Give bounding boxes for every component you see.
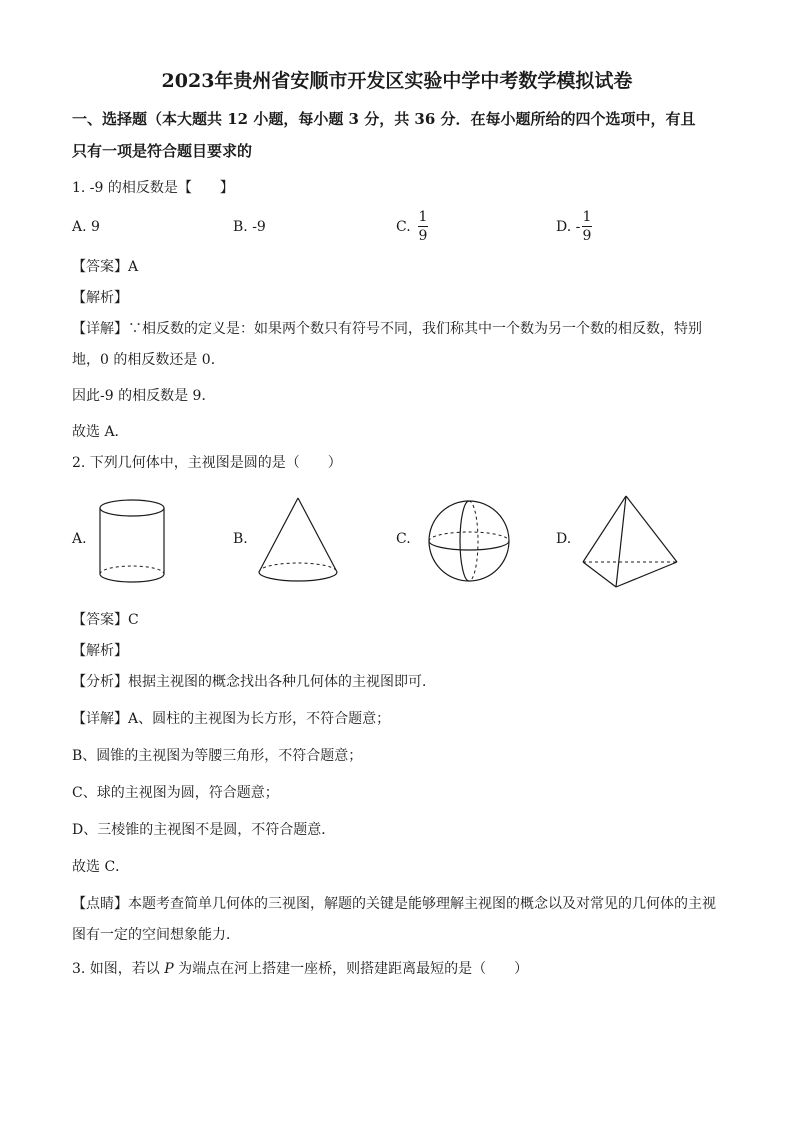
- q2-detail-d: D、三棱锥的主视图不是圆，不符合题意．: [72, 822, 336, 838]
- q1-detail-line1: 【详解】∵相反数的定义是：如果两个数只有符号不同，我们称其中一个数为另一个数的相反数，特别: [72, 321, 702, 337]
- q1-option-d-numerator: 1: [582, 209, 592, 225]
- sphere-figure-icon: [426, 498, 512, 584]
- cone-figure-icon: [256, 494, 340, 586]
- q3-stem-prefix: 3. 如图，若以: [72, 961, 165, 977]
- q1-option-c-denominator: 9: [418, 228, 428, 244]
- q1-stem: 1. -9 的相反数是【 】: [72, 180, 234, 196]
- q2-detail-c: C、球的主视图为圆，符合题意；: [72, 785, 279, 801]
- q2-label-c: C.: [396, 531, 411, 547]
- triangular-pyramid-figure-icon: [580, 494, 680, 590]
- q1-option-c-fraction: [418, 209, 428, 244]
- q3-stem: [72, 958, 528, 978]
- cylinder-figure-icon: [96, 498, 168, 586]
- q2-answer: 【答案】C: [72, 612, 139, 628]
- q1-detail-line2: 地，0 的相反数还是 0．: [72, 352, 225, 368]
- q2-dianjing-line1: 【点睛】本题考查简单几何体的三视图，解题的关键是能够理解主视图的概念以及对常见的几何体的主视: [72, 896, 716, 912]
- q3-stem-suffix: 为端点在河上搭建一座桥，则搭建距离最短的是（ ）: [173, 961, 529, 977]
- q2-fenxi: 【分析】根据主视图的概念找出各种几何体的主视图即可．: [72, 674, 436, 690]
- q1-option-c-prefix: C.: [396, 219, 411, 235]
- q1-option-d-denominator: 9: [582, 228, 592, 244]
- section-heading-line2: 只有一项是符合题目要求的: [72, 142, 253, 160]
- q3-point-variable: P: [164, 961, 174, 977]
- q1-answer: 【答案】A: [72, 259, 139, 275]
- q2-dianjing-line2: 图有一定的空间想象能力．: [72, 927, 240, 943]
- q2-stem: 2. 下列几何体中，主视图是圆的是（ ）: [72, 455, 342, 471]
- section-heading-line1: 一、选择题（本大题共 12 小题，每小题 3 分，共 36 分．在每小题所给的四个选项中，有且: [72, 110, 696, 128]
- q1-option-d-prefix: D. -: [556, 219, 581, 235]
- q2-conclusion: 故选 C．: [72, 859, 130, 875]
- q2-label-d: D.: [556, 531, 572, 547]
- q2-label-a: A.: [72, 531, 87, 547]
- q2-label-b: B.: [233, 531, 248, 547]
- q2-detail-b: B、圆锥的主视图为等腰三角形，不符合题意；: [72, 748, 363, 764]
- q1-conclusion: 故选 A．: [72, 424, 129, 440]
- q1-option-b: B. -9: [233, 219, 266, 235]
- page-title: 2023年贵州省安顺市开发区实验中学中考数学模拟试卷: [161, 70, 633, 92]
- q1-option-a: A. 9: [72, 219, 100, 235]
- q1-option-d-fraction: [582, 209, 592, 244]
- q1-option-c-numerator: 1: [418, 209, 428, 225]
- q2-detail-a: 【详解】A、圆柱的主视图为长方形，不符合题意；: [72, 711, 391, 727]
- q1-analysis-label: 【解析】: [72, 290, 128, 306]
- q2-analysis-label: 【解析】: [72, 643, 128, 659]
- q1-detail-line3: 因此-9 的相反数是 9．: [72, 388, 216, 404]
